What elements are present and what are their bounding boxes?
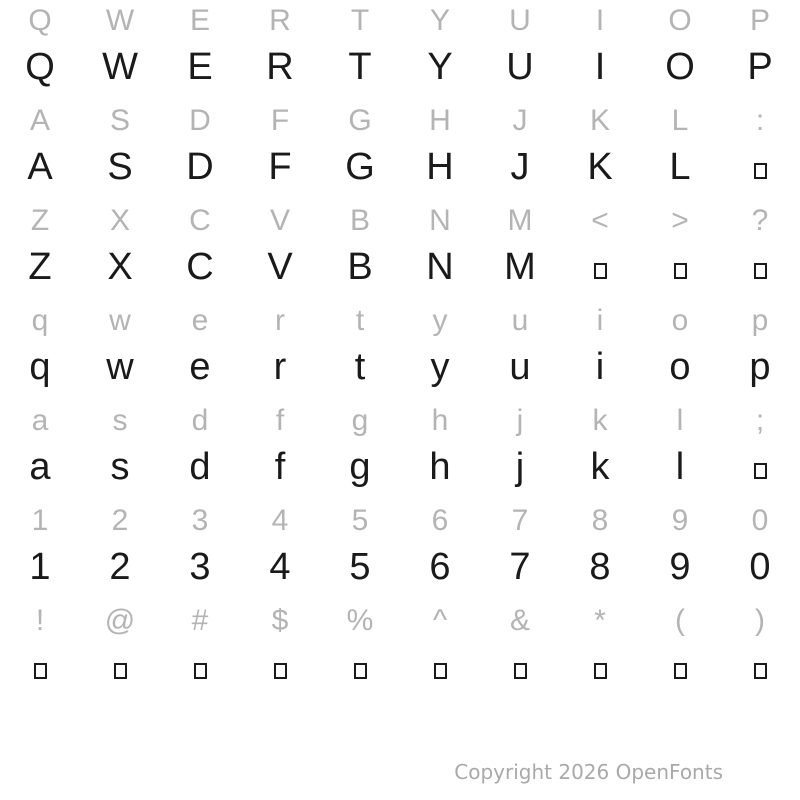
glyph-cell: O: [665, 46, 695, 88]
glyph-cell: a: [29, 446, 51, 488]
notdef-box-icon: [754, 463, 767, 479]
glyph-cell: f: [274, 446, 286, 488]
glyph-cell: A: [29, 104, 50, 137]
glyph-cell: @: [104, 604, 136, 637]
glyph-cell: 5: [349, 546, 371, 588]
glyph-row-specimen: [0, 650, 800, 700]
glyph-cell: j: [516, 404, 524, 437]
glyph-cell: <: [591, 204, 609, 237]
glyph-cell: 5: [351, 504, 369, 537]
glyph-cell: S: [109, 104, 130, 137]
glyph-cell: #: [191, 604, 209, 637]
glyph-cell: G: [348, 104, 372, 137]
glyph-cell: 8: [589, 546, 611, 588]
glyph-row-specimen: [0, 146, 800, 200]
notdef-box-icon: [194, 663, 207, 679]
glyph-cell: P: [747, 46, 773, 88]
glyph-cell: 9: [669, 546, 691, 588]
glyph-cell: N: [426, 246, 454, 288]
glyph-cell: U: [506, 46, 534, 88]
notdef-box-icon: [354, 663, 367, 679]
glyph-cell: e: [189, 346, 211, 388]
glyph-cell: F: [268, 146, 292, 188]
glyph-cell-missing: [400, 650, 480, 700]
glyph-cell: k: [592, 404, 608, 437]
glyph-cell: h: [429, 446, 451, 488]
glyph-cell: P: [749, 4, 770, 37]
glyph-cell: Z: [30, 204, 50, 237]
glyph-cell: A: [27, 146, 53, 188]
glyph-cell: V: [267, 246, 293, 288]
glyph-row-reference: [0, 500, 800, 550]
glyph-cell: N: [429, 204, 451, 237]
notdef-box-icon: [514, 663, 527, 679]
glyph-cell: O: [668, 4, 692, 37]
glyph-cell-missing: [640, 250, 720, 300]
glyph-cell: F: [270, 104, 290, 137]
glyph-row-reference: [0, 0, 800, 50]
glyph-cell: 2: [109, 546, 131, 588]
glyph-cell: h: [431, 404, 449, 437]
glyph-cell-missing: [320, 650, 400, 700]
glyph-cell: Y: [429, 4, 450, 37]
glyph-cell-missing: [720, 150, 800, 200]
glyph-cell: q: [29, 346, 51, 388]
glyph-cell: 1: [31, 504, 49, 537]
glyph-cell: !: [35, 604, 45, 637]
glyph-cell: I: [594, 46, 606, 88]
glyph-cell: y: [432, 304, 448, 337]
notdef-box-icon: [114, 663, 127, 679]
notdef-box-icon: [754, 663, 767, 679]
glyph-cell: K: [589, 104, 610, 137]
glyph-cell: o: [669, 346, 691, 388]
glyph-cell: Z: [28, 246, 52, 288]
glyph-cell: (: [675, 604, 685, 637]
glyph-cell-missing: [640, 650, 720, 700]
glyph-cell-missing: [80, 650, 160, 700]
glyph-cell: R: [266, 46, 294, 88]
glyph-cell: W: [102, 46, 138, 88]
glyph-cell: k: [590, 446, 610, 488]
glyph-cell: q: [31, 304, 49, 337]
glyph-cell: B: [347, 246, 373, 288]
glyph-cell: s: [112, 404, 128, 437]
notdef-box-icon: [434, 663, 447, 679]
glyph-cell: V: [269, 204, 290, 237]
glyph-row-reference: [0, 100, 800, 150]
glyph-cell: g: [349, 446, 371, 488]
glyph-cell: Y: [427, 46, 453, 88]
glyph-cell: ?: [751, 204, 769, 237]
glyph-cell: L: [671, 104, 689, 137]
copyright-text: Copyright 2026 OpenFonts: [454, 760, 723, 784]
glyph-cell: 4: [271, 504, 289, 537]
glyph-cell-missing: [720, 650, 800, 700]
glyph-cell: w: [109, 304, 131, 337]
glyph-cell: p: [749, 346, 771, 388]
glyph-cell: U: [509, 4, 531, 37]
glyph-cell: p: [751, 304, 769, 337]
glyph-row-specimen: [0, 446, 800, 500]
glyph-cell-missing: [0, 650, 80, 700]
notdef-box-icon: [754, 163, 767, 179]
glyph-cell: u: [509, 346, 531, 388]
glyph-cell: d: [189, 446, 211, 488]
notdef-box-icon: [34, 663, 47, 679]
glyph-cell-missing: [560, 250, 640, 300]
glyph-row-specimen: [0, 246, 800, 300]
glyph-cell: s: [110, 446, 130, 488]
glyph-cell: r: [273, 346, 287, 388]
glyph-cell: C: [186, 246, 214, 288]
glyph-cell: X: [109, 204, 130, 237]
glyph-cell: W: [105, 4, 135, 37]
glyph-cell: 0: [751, 504, 769, 537]
glyph-row-specimen: [0, 546, 800, 600]
glyph-cell: $: [271, 604, 289, 637]
glyph-cell: 3: [191, 504, 209, 537]
glyph-cell: I: [595, 4, 605, 37]
glyph-row-reference: [0, 400, 800, 450]
glyph-cell: J: [510, 146, 530, 188]
glyph-cell: e: [191, 304, 209, 337]
glyph-cell: t: [355, 304, 365, 337]
glyph-cell: o: [671, 304, 689, 337]
glyph-cell: S: [107, 146, 133, 188]
glyph-cell: D: [186, 146, 214, 188]
notdef-box-icon: [674, 663, 687, 679]
glyph-cell: 9: [671, 504, 689, 537]
glyph-cell: &: [509, 604, 530, 637]
glyph-row-specimen: [0, 346, 800, 400]
glyph-cell: g: [351, 404, 369, 437]
glyph-cell-missing: [720, 450, 800, 500]
glyph-cell: G: [345, 146, 375, 188]
glyph-cell: M: [507, 204, 533, 237]
notdef-box-icon: [594, 663, 607, 679]
glyph-cell: %: [346, 604, 374, 637]
glyph-cell: D: [189, 104, 211, 137]
glyph-cell: J: [512, 104, 528, 137]
glyph-cell: 0: [749, 546, 771, 588]
glyph-cell: Q: [28, 4, 52, 37]
glyph-cell-missing: [160, 650, 240, 700]
glyph-row-reference: [0, 300, 800, 350]
glyph-cell: 1: [29, 546, 51, 588]
glyph-cell: Q: [25, 46, 55, 88]
glyph-cell: y: [430, 346, 450, 388]
glyph-cell-missing: [240, 650, 320, 700]
glyph-cell: ^: [432, 604, 448, 637]
glyph-cell: j: [515, 446, 525, 488]
glyph-cell: :: [755, 104, 765, 137]
glyph-cell: H: [426, 146, 454, 188]
glyph-cell: T: [348, 46, 372, 88]
glyph-cell: T: [350, 4, 370, 37]
glyph-cell: f: [275, 404, 285, 437]
glyph-row-specimen: [0, 46, 800, 100]
glyph-cell: ): [755, 604, 765, 637]
glyph-cell: a: [31, 404, 49, 437]
glyph-cell: 7: [511, 504, 529, 537]
glyph-cell: t: [354, 346, 366, 388]
glyph-cell: l: [675, 446, 685, 488]
glyph-cell: H: [429, 104, 451, 137]
glyph-cell: E: [189, 4, 210, 37]
glyph-cell: 6: [431, 504, 449, 537]
glyph-cell: 8: [591, 504, 609, 537]
glyph-cell: R: [269, 4, 291, 37]
glyph-cell: i: [596, 304, 604, 337]
notdef-box-icon: [274, 663, 287, 679]
glyph-row-reference: [0, 200, 800, 250]
glyph-cell: 7: [509, 546, 531, 588]
glyph-cell: l: [676, 404, 684, 437]
glyph-cell: w: [106, 346, 134, 388]
glyph-cell: >: [671, 204, 689, 237]
notdef-box-icon: [754, 263, 767, 279]
glyph-row-reference: [0, 600, 800, 650]
glyph-cell: u: [511, 304, 529, 337]
glyph-cell: *: [594, 604, 606, 637]
glyph-cell-missing: [720, 250, 800, 300]
glyph-cell: 4: [269, 546, 291, 588]
glyph-cell: i: [595, 346, 605, 388]
notdef-box-icon: [594, 263, 607, 279]
glyph-cell: ;: [755, 404, 765, 437]
glyph-cell: L: [669, 146, 691, 188]
glyph-cell: 6: [429, 546, 451, 588]
glyph-cell: X: [107, 246, 133, 288]
glyph-cell: E: [187, 46, 213, 88]
glyph-cell: M: [504, 246, 536, 288]
glyph-cell-missing: [560, 650, 640, 700]
glyph-cell: r: [275, 304, 285, 337]
glyph-cell-missing: [480, 650, 560, 700]
glyph-cell: K: [587, 146, 613, 188]
glyph-cell: d: [191, 404, 209, 437]
glyph-cell: B: [349, 204, 370, 237]
notdef-box-icon: [674, 263, 687, 279]
glyph-cell: C: [189, 204, 211, 237]
glyph-cell: 3: [189, 546, 211, 588]
glyph-cell: 2: [111, 504, 129, 537]
